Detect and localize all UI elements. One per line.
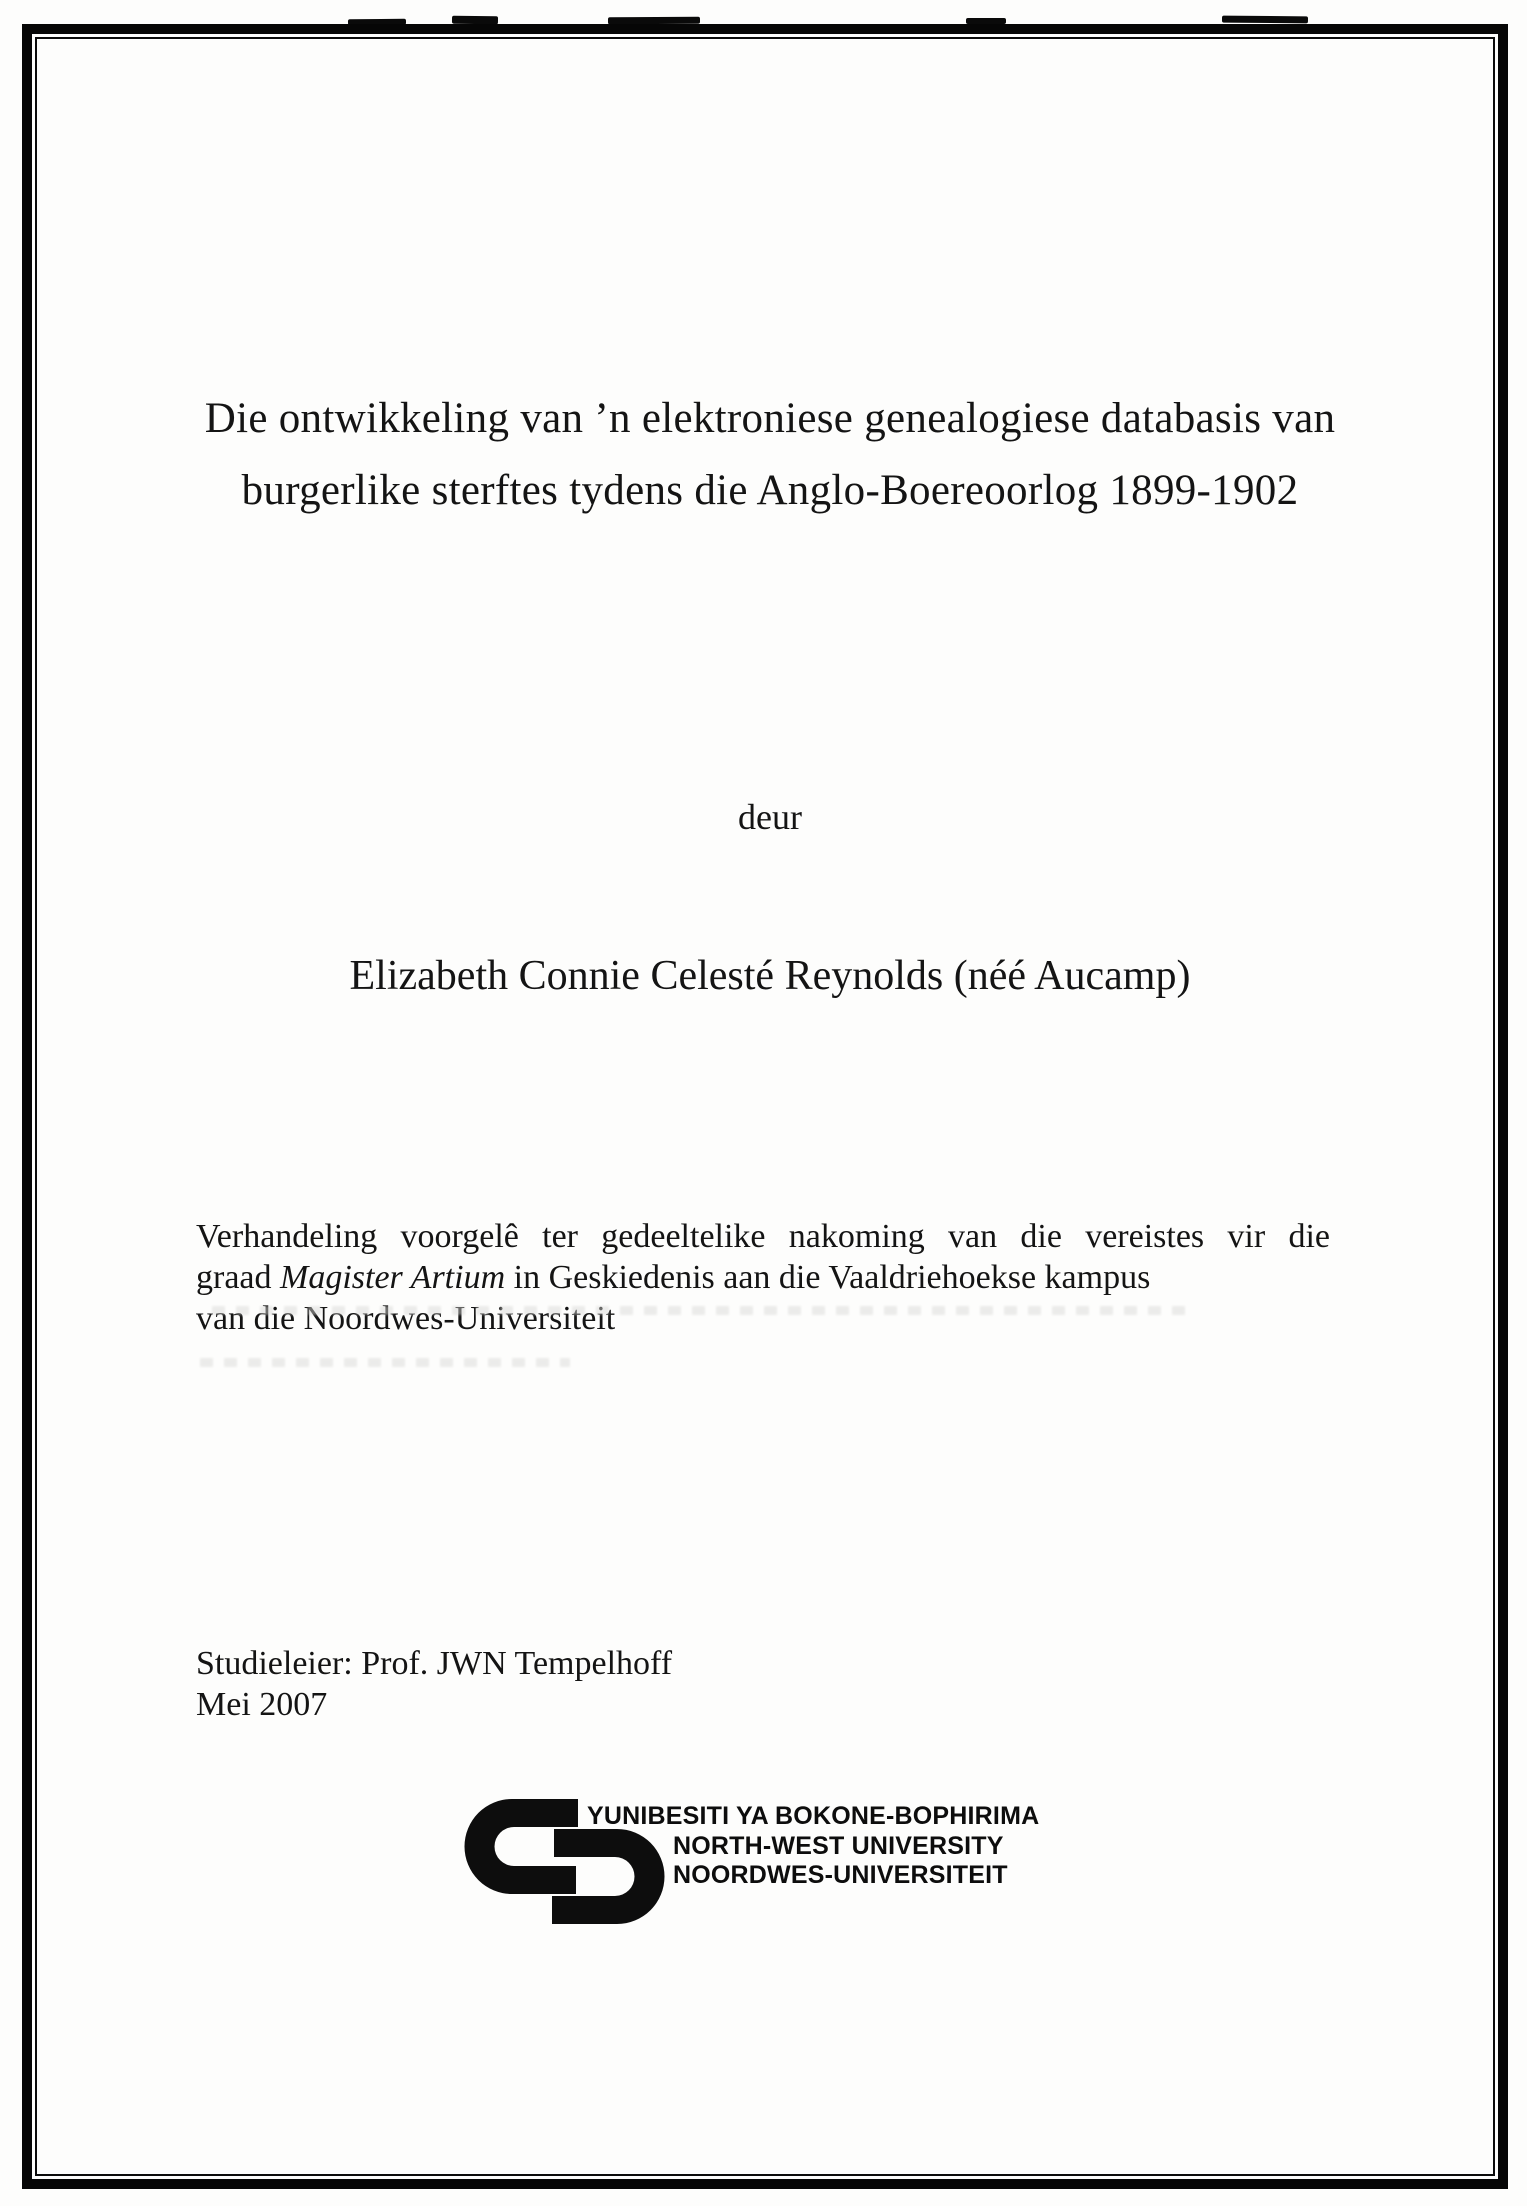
logo-text-afrikaans: NOORDWES-UNIVERSITEIT: [673, 1861, 1008, 1889]
scan-edge-artifact: [608, 17, 700, 25]
author-name: Elizabeth Connie Celesté Reynolds (néé Aucamp): [349, 953, 1191, 999]
scan-bleed-artifact: [200, 1358, 570, 1367]
declaration-line-2-suffix: in Geskiedenis aan die Vaaldriehoekse kampus: [505, 1259, 1151, 1296]
scan-edge-artifact: [348, 19, 406, 26]
supervisor-line: Studieleier: Prof. JWN Tempelhoff: [196, 1645, 673, 1682]
scan-edge-artifact: [966, 18, 1006, 24]
scan-edge-artifact: [1222, 16, 1308, 24]
thesis-title-line-2: burgerlike sterftes tydens die Anglo-Boereoorlog 1899-1902: [241, 467, 1299, 514]
declaration-line-2-prefix: graad: [196, 1259, 281, 1296]
scan-edge-artifact: [452, 16, 498, 25]
supervisor-block: [196, 1643, 1096, 1725]
logo-text-english: NORTH-WEST UNIVERSITY: [673, 1832, 1004, 1860]
degree-name-italic: Magister Artium: [280, 1259, 506, 1296]
declaration-line-3: van die Noordwes-Universiteit: [196, 1300, 616, 1337]
logo-text-setswana: YUNIBESITI YA BOKONE-BOPHIRIMA: [587, 1802, 1040, 1830]
scan-bleed-artifact: [212, 1306, 1192, 1315]
date-line: Mei 2007: [196, 1686, 328, 1723]
declaration-line-1: Verhandeling voorgelê ter gedeeltelike nakoming van die vereistes vir die: [196, 1218, 1330, 1255]
byline-label: deur: [738, 797, 802, 837]
degree-declaration: [196, 1216, 1330, 1339]
thesis-title-line-1: Die ontwikkeling van ’n elektroniese genealogiese databasis van: [204, 395, 1336, 442]
declaration-line-2: [196, 1257, 1330, 1298]
